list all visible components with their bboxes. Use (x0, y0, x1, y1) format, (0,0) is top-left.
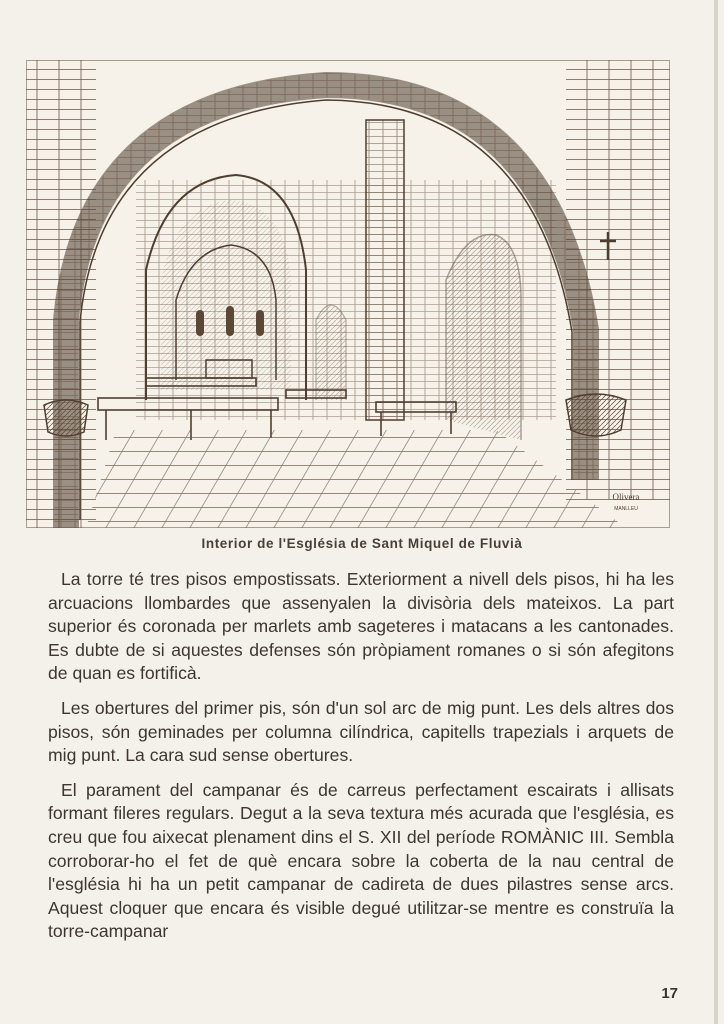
paragraph: Les obertures del primer pis, són d'un sol arc de mig punt. Les dels altres dos pisos, són geminades per columna cilíndrica, capitells trapezials i arquets de mig punt. La cara sud sense obertures. (48, 697, 674, 766)
page-number: 17 (661, 985, 678, 1002)
paragraph: La torre té tres pisos empostissats. Exteriorment a nivell dels pisos, hi ha les arcuacions llombardes que assenyalen la divisòria dels mateixos. La part superior és coronada per marlets amb sageteres i matacans a les cantonades. Es dubte de si aquestes defenses són pròpiament romanes o si són afegitons de quan es fortificà. (48, 569, 674, 684)
artist-signature: Olivera (612, 492, 640, 502)
body-text (48, 568, 674, 955)
paragraph: El parament del campanar és de carreus perfectament escairats i allisats formant fileres regulars. Degut a la seva textura més acurada que l'església, es creu que fou aixecat plenament dins el S. XII del període ROMÀNIC III. Sembla corroborar-ho el fet de què encara sobre la coberta de la nau central de l'església hi ha un petit campanar de cadireta de dues pilastres sense arcs. Aquest cloquer que encara és visible degué utilitzar-se mentre es construïa la torre-campanar (48, 779, 674, 942)
artist-signature-sub: MANLLEU (614, 506, 638, 512)
church-interior-illustration (26, 60, 670, 528)
illustration-caption: Interior de l'Església de Sant Miquel de Fluvià (201, 536, 523, 551)
